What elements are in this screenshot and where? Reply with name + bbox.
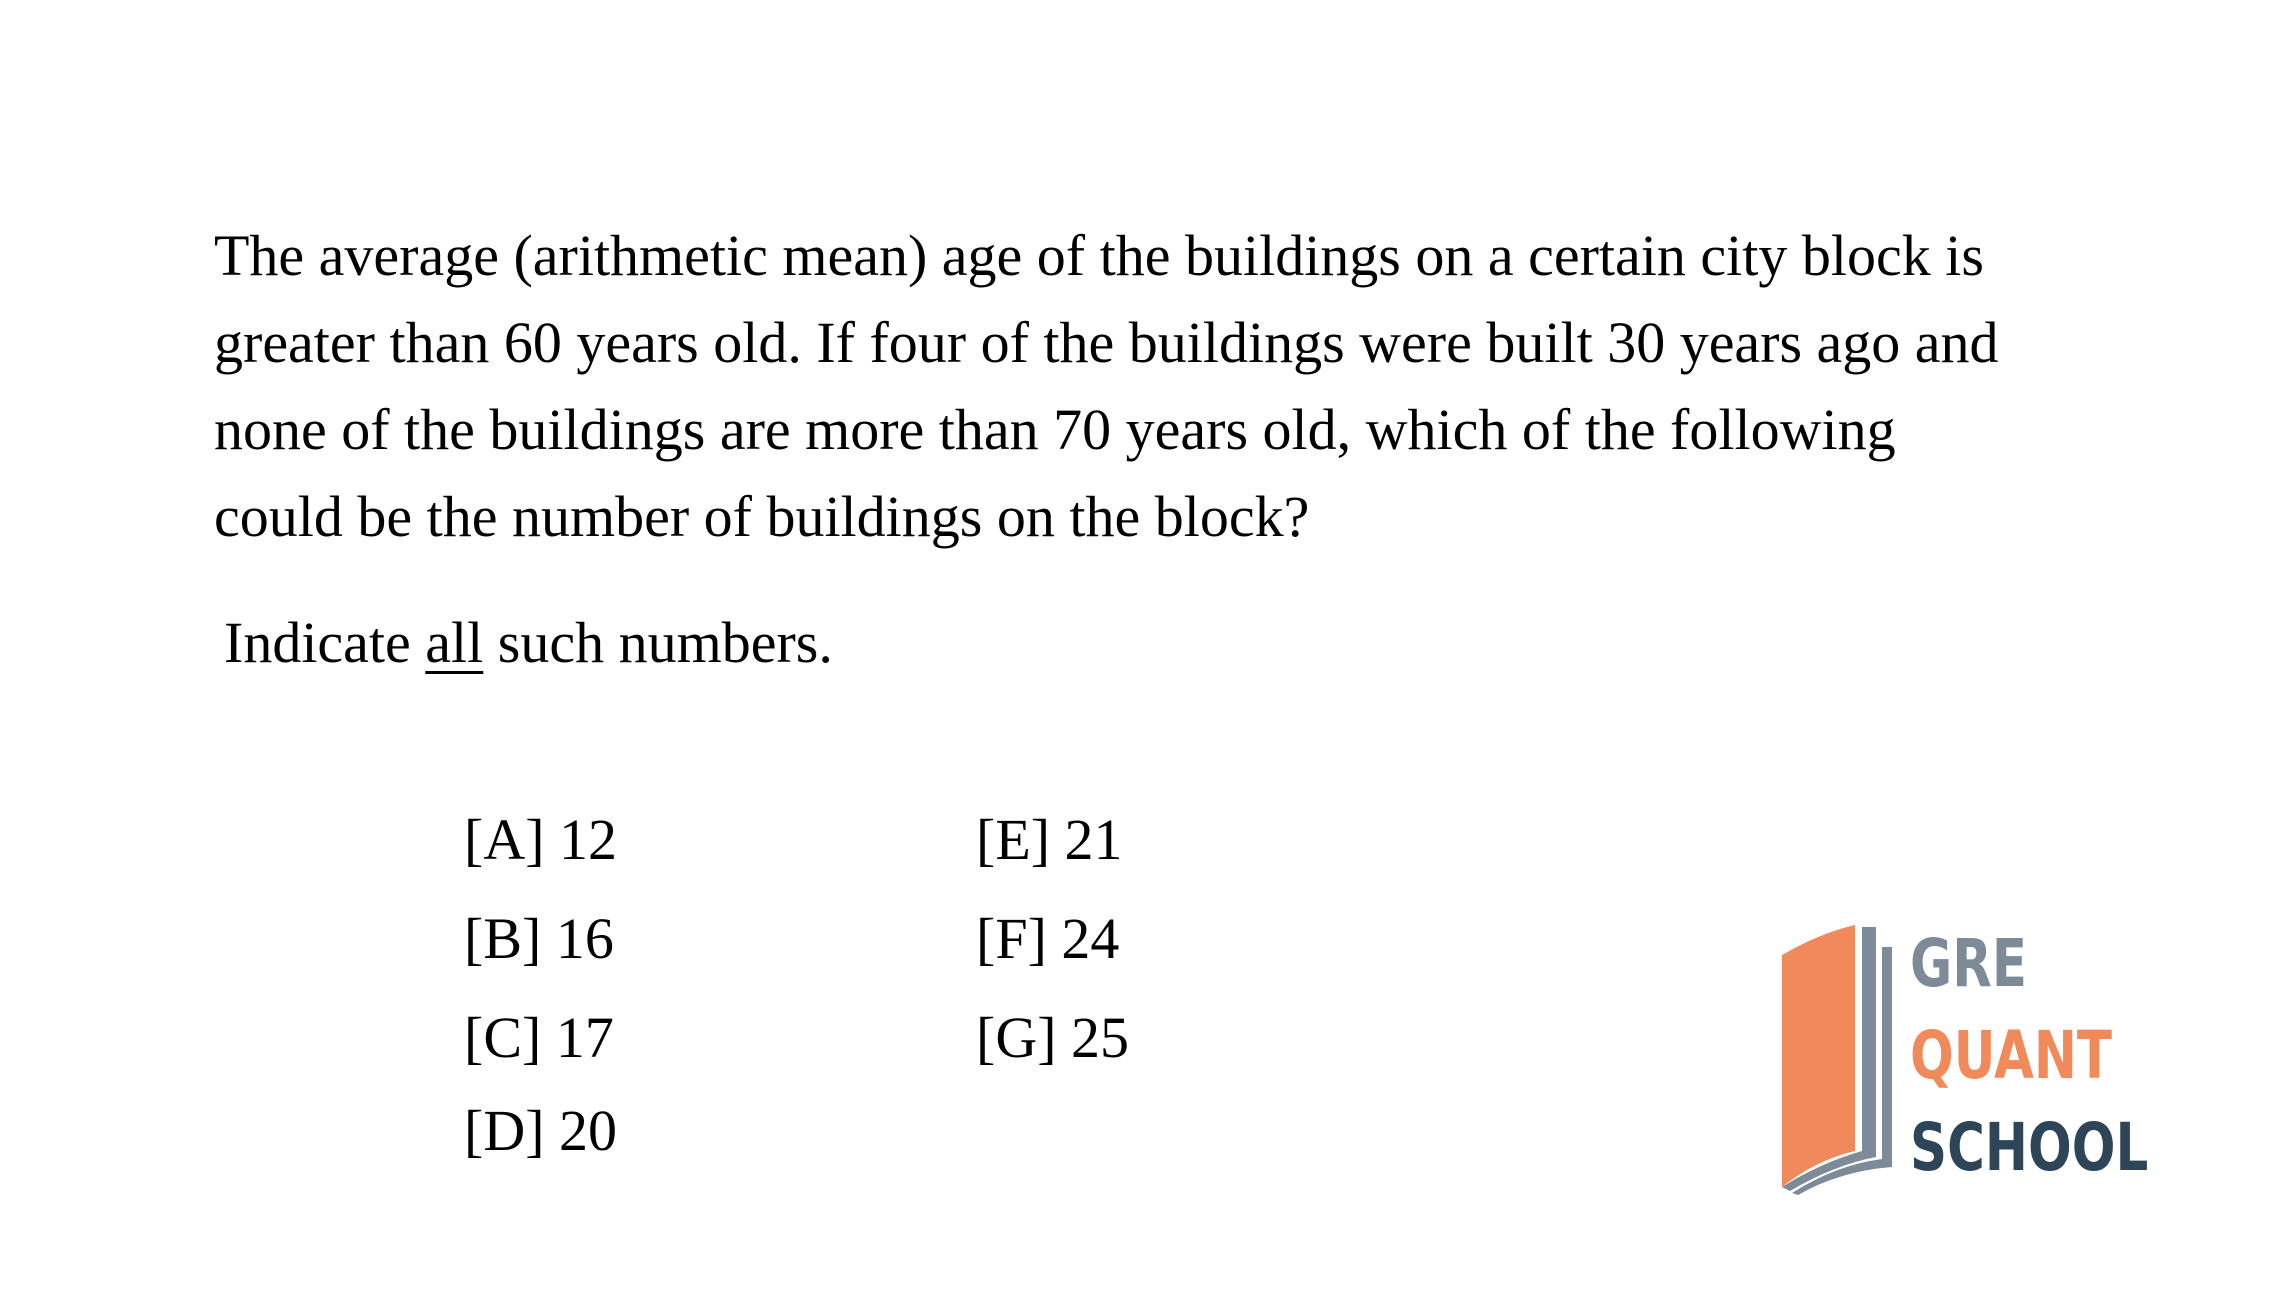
instruction-after: such numbers.: [483, 610, 833, 675]
answer-choice-a[interactable]: [A] 12: [464, 807, 618, 872]
answer-choices-right: [976, 805, 1129, 1102]
question-line-4: could be the number of buildings on the block?: [214, 484, 1310, 549]
instruction-text: [224, 608, 833, 678]
book-icon: [1780, 925, 1910, 1195]
answer-choice-b[interactable]: [B] 16: [464, 906, 614, 971]
answer-choice-g[interactable]: [G] 25: [976, 1005, 1130, 1070]
instruction-before: Indicate: [224, 610, 426, 675]
answer-choice-d[interactable]: [D] 20: [464, 1098, 618, 1163]
logo-text-gre: GRE: [1910, 925, 2028, 1002]
logo-text-school: SCHOOL: [1910, 1109, 2149, 1186]
logo-text-quant: QUANT: [1910, 1017, 2113, 1094]
gre-quant-school-logo: [1780, 925, 2200, 1195]
instruction-underlined-word: all: [425, 610, 484, 675]
question-text: [214, 212, 2114, 560]
question-line-1: The average (arithmetic mean) age of the buildings on a certain city block is: [214, 223, 1984, 288]
answer-choice-c[interactable]: [C] 17: [464, 1005, 614, 1070]
question-line-3: none of the buildings are more than 70 years old, which of the following: [214, 397, 1896, 462]
answer-choice-e[interactable]: [E] 21: [976, 807, 1123, 872]
answer-choices-left: [464, 805, 617, 1195]
question-line-2: greater than 60 years old. If four of the buildings were built 30 years ago and: [214, 310, 1999, 375]
answer-choice-f[interactable]: [F] 24: [976, 906, 1120, 971]
